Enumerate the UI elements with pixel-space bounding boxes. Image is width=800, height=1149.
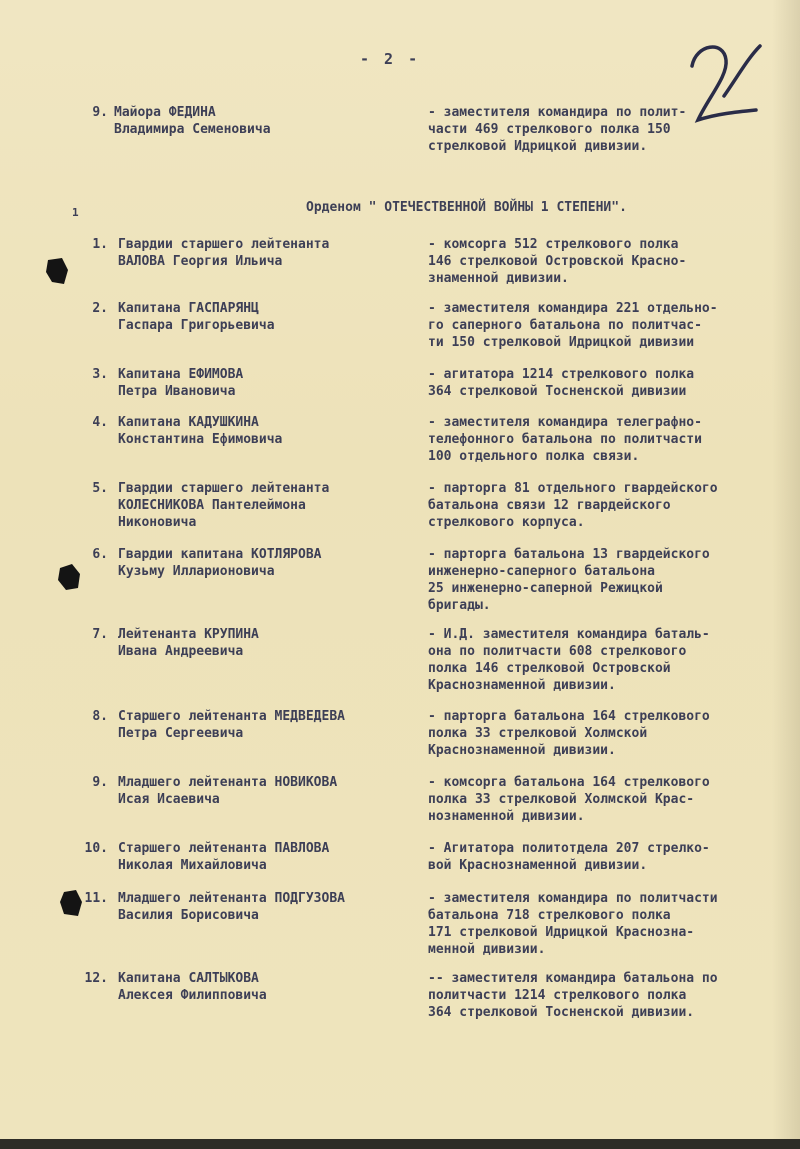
entry-number: 10. (84, 841, 108, 856)
entry-role: - парторга батальона 13 гвардейского инженерно-саперного батальона 25 инженерно-саперной Режицкой бригады. (428, 547, 710, 613)
entry-number: 8. (92, 709, 108, 724)
entry-name: Майора ФЕДИНА Владимира Семеновича (114, 105, 271, 137)
entry-number: 1. (92, 237, 108, 252)
entry-role: -- заместителя командира батальона по политчасти 1214 стрелкового полка 364 стрелковой Тосненской дивизии. (428, 971, 718, 1020)
entry-name: Капитана САЛТЫКОВА Алексея Филипповича (118, 971, 267, 1003)
handwritten-page-mark (686, 36, 766, 126)
entry-role: - комсорга 512 стрелкового полка 146 стрелковой Островской Красно- знаменной дивизии. (428, 237, 687, 286)
entry-number: 4. (92, 415, 108, 430)
entry-role: - заместителя командира по полит- части 469 стрелкового полка 150 стрелковой Идрицкой дивизии. (428, 105, 687, 154)
section-heading: Орденом " ОТЕЧЕСТВЕННОЙ ВОЙНЫ 1 СТЕПЕНИ". (306, 200, 627, 215)
entry-name: Младшего лейтенанта ПОДГУЗОВА Василия Борисовича (118, 891, 345, 923)
page-number: - 2 - (360, 50, 421, 68)
entry-role: - парторга 81 отдельного гвардейского батальона связи 12 гвардейского стрелкового корпуса. (428, 481, 718, 530)
entry-name: Младшего лейтенанта НОВИКОВА Исая Исаевича (118, 775, 338, 807)
entry-name: Капитана ЕФИМОВА Петра Ивановича (118, 367, 244, 399)
entry-name: Капитана ГАСПАРЯНЦ Гаспара Григорьевича (118, 301, 275, 333)
entry-role: - Агитатора политотдела 207 стрелко- вой Краснознаменной дивизии. (428, 841, 710, 873)
entry-number: 9. (92, 775, 108, 790)
scan-bottom-border (0, 1139, 800, 1149)
entry-role: - заместителя командира телеграфно- телефонного батальона по политчасти 100 отдельного полка связи. (428, 415, 702, 464)
entry-name: Старшего лейтенанта МЕДВЕДЕВА Петра Сергеевича (118, 709, 345, 741)
entry-number: 9. (92, 105, 108, 120)
punch-hole-mark (44, 256, 70, 286)
entry-number: 6. (92, 547, 108, 562)
entry-name: Гвардии капитана КОТЛЯРОВА Кузьму Илларионовича (118, 547, 322, 579)
entry-role: - парторга батальона 164 стрелкового полка 33 стрелковой Холмской Краснознаменной дивизии. (428, 709, 710, 758)
entry-role: - комсорга батальона 164 стрелкового полка 33 стрелковой Холмской Крас- нознаменной дивизии. (428, 775, 710, 824)
punch-hole-mark (56, 562, 82, 592)
entry-number: 2. (92, 301, 108, 316)
entry-role: - заместителя командира 221 отдельно- го саперного батальона по политчас- ти 150 стрелковой Идрицкой дивизии (428, 301, 718, 350)
entry-role: - заместителя командира по политчасти батальона 718 стрелкового полка 171 стрелковой Идрицкой Краснозна- менной дивизии. (428, 891, 718, 957)
entry-name: Лейтенанта КРУПИНА Ивана Андреевича (118, 627, 259, 659)
entry-role: - агитатора 1214 стрелкового полка 364 стрелковой Тосненской дивизии (428, 367, 695, 399)
entry-number: 12. (84, 971, 108, 986)
entry-role: - И.Д. заместителя командира баталь- она по политчасти 608 стрелкового полка 146 стрелковой Островской Краснознаменной дивизии. (428, 627, 710, 693)
paper-edge-shadow (772, 0, 800, 1149)
entry-number: 7. (92, 627, 108, 642)
entry-name: Старшего лейтенанта ПАВЛОВА Николая Михайловича (118, 841, 330, 873)
entry-name: Гвардии старшего лейтенанта КОЛЕСНИКОВА Пантелеймона Никоновича (118, 481, 330, 530)
entry-number: 3. (92, 367, 108, 382)
entry-name: Капитана КАДУШКИНА Константина Ефимовича (118, 415, 283, 447)
entry-number: 5. (92, 481, 108, 496)
entry-name: Гвардии старшего лейтенанта ВАЛОВА Георгия Ильича (118, 237, 330, 269)
entry-number: 11. (84, 891, 108, 906)
margin-mark: 1 (72, 206, 79, 219)
punch-hole-mark (58, 888, 84, 918)
